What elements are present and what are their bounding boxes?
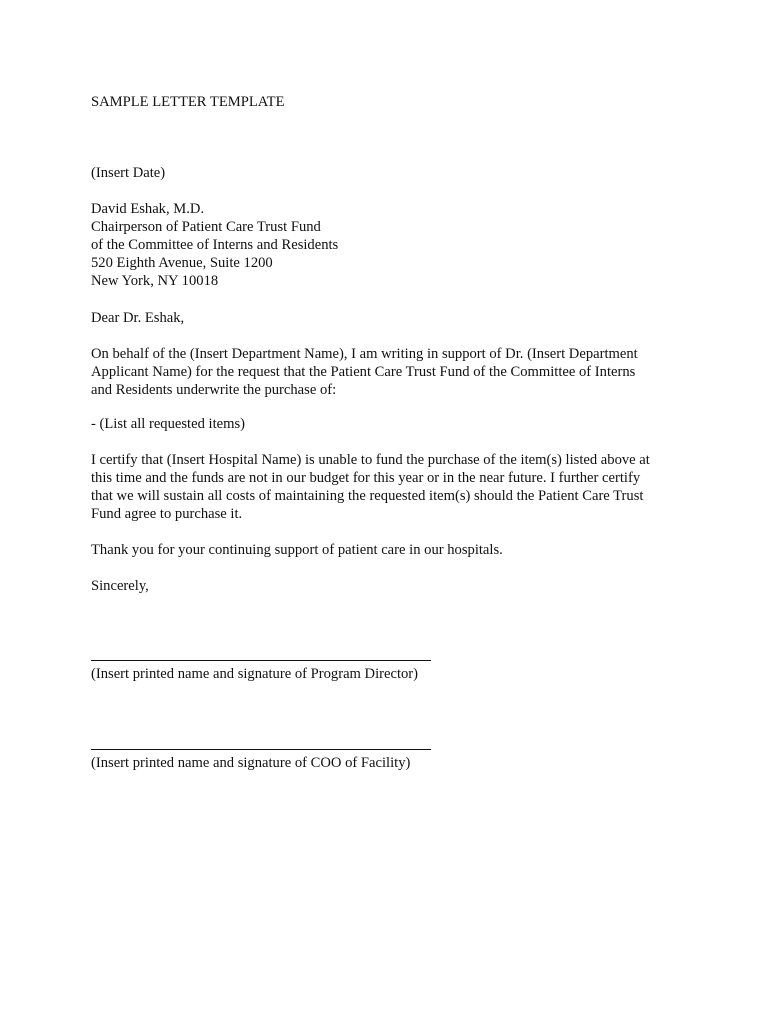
recipient-name: David Eshak, M.D. xyxy=(91,201,205,217)
recipient-city: New York, NY 10018 xyxy=(91,273,219,289)
letter-date: (Insert Date) xyxy=(91,165,166,181)
paragraph-line: I certify that (Insert Hospital Name) is unable to fund the purchase of the item(s) listed above at xyxy=(91,452,650,468)
paragraph-thanks: Thank you for your continuing support of patient care in our hospitals. xyxy=(91,542,503,558)
requested-items: - (List all requested items) xyxy=(91,416,245,432)
signature-caption-program-director: (Insert printed name and signature of Program Director) xyxy=(91,666,419,682)
paragraph-line: and Residents underwrite the purchase of: xyxy=(91,382,337,398)
recipient-address xyxy=(91,200,338,290)
paragraph-support xyxy=(91,345,638,399)
recipient-position: Chairperson of Patient Care Trust Fund xyxy=(91,219,321,235)
paragraph-line: On behalf of the (Insert Department Name), I am writing in support of Dr. (Insert Department xyxy=(91,346,638,362)
paragraph-line: that we will sustain all costs of maintaining the requested item(s) should the Patient Care Trust xyxy=(91,488,644,504)
paragraph-line: Applicant Name) for the request that the Patient Care Trust Fund of the Committee of Interns xyxy=(91,364,636,380)
signature-line-coo xyxy=(91,749,431,750)
paragraph-certify xyxy=(91,451,650,523)
signature-caption-coo: (Insert printed name and signature of COO of Facility) xyxy=(91,755,411,771)
letter-title: SAMPLE LETTER TEMPLATE xyxy=(91,94,285,110)
salutation: Dear Dr. Eshak, xyxy=(91,310,185,326)
signature-line-program-director xyxy=(91,660,431,661)
paragraph-line: Fund agree to purchase it. xyxy=(91,506,243,522)
closing: Sincerely, xyxy=(91,578,149,594)
recipient-street: 520 Eighth Avenue, Suite 1200 xyxy=(91,255,273,271)
paragraph-line: this time and the funds are not in our budget for this year or in the near future. I further certify xyxy=(91,470,641,486)
recipient-organization: of the Committee of Interns and Residents xyxy=(91,237,339,253)
